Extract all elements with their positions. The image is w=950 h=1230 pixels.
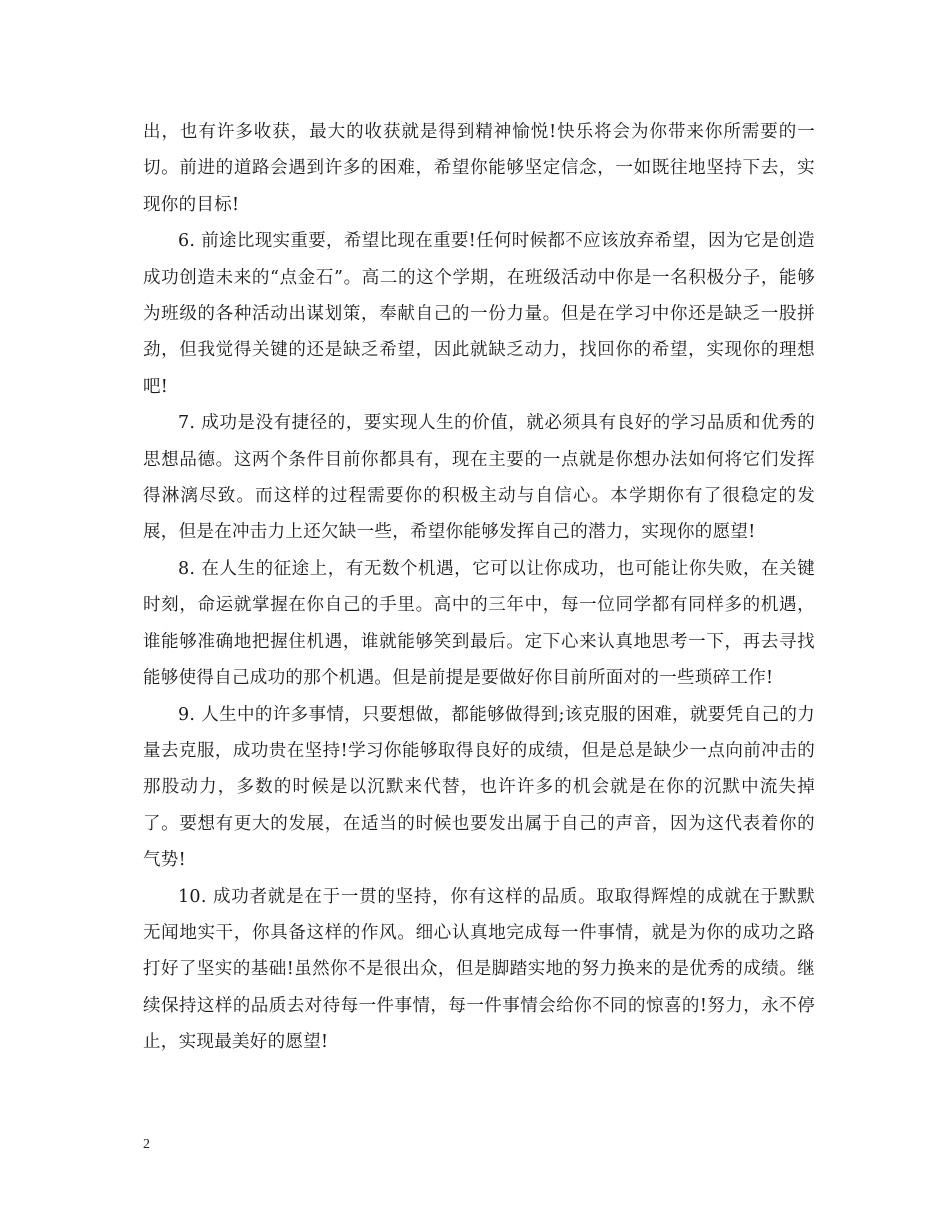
paragraph-item-7: 7. 成功是没有捷径的，要实现人生的价值，就必须具有良好的学习品质和优秀的思想品德。这两个条件目前你都具有，现在主要的一点就是你想办法如何将它们发挥得淋漓尽致。而这样的过程需要你的积极主动与自信心。本学期你有了很稳定的发展，但是在冲击力上还欠缺一些，希望你能够发挥自己的潜力，实现你的愿望!: [143, 413, 815, 543]
document-body: [143, 114, 815, 1061]
paragraph-continued: 出，也有许多收获，最大的收获就是得到精神愉悦!快乐将会为你带来你所需要的一切。前进的道路会遇到许多的困难，希望你能够坚定信念，一如既往地坚持下去，实现你的目标!: [143, 122, 815, 215]
paragraph-item-8: 8. 在人生的征途上，有无数个机遇，它可以让你成功，也可能让你失败，在关键时刻，命运就掌握在你自己的手里。高中的三年中，每一位同学都有同样多的机遇，谁能够准确地把握住机遇，谁就能够笑到最后。定下心来认真地思考一下，再去寻找能够使得自己成功的那个机遇。但是前提是要做好你目前所面对的一些琐碎工作!: [143, 558, 815, 689]
paragraph-item-9: 9. 人生中的许多事情，只要想做，都能够做得到;该克服的困难，就要凭自己的力量去克服，成功贵在坚持!学习你能够取得良好的成绩，但是总是缺少一点向前冲击的那股动力，多数的时候是以沉默来代替，也许许多的机会就是在你的沉默中流失掉了。要想有更大的发展，在适当的时候也要发出属于自己的声音，因为这代表着你的气势!: [143, 704, 815, 871]
page-number: 2: [143, 1137, 150, 1152]
paragraph-item-6: 6. 前途比现实重要，希望比现在重要!任何时候都不应该放弃希望，因为它是创造成功创造未来的“点金石”。高二的这个学期，在班级活动中你是一名积极分子，能够为班级的各种活动出谋划策，奉献自己的一份力量。但是在学习中你还是缺乏一股拼劲，但我觉得关键的还是缺乏希望，因此就缺乏动力，找回你的希望，实现你的理想吧!: [143, 231, 815, 397]
paragraph-item-10: 10. 成功者就是在于一贯的坚持，你有这样的品质。取取得辉煌的成就在于默默无闻地实干，你具备这样的作风。细心认真地完成每一件事情，就是为你的成功之路打好了坚实的基础!虽然你不是很出众，但是脚踏实地的努力换来的是优秀的成绩。继续保持这样的品质去对待每一件事情，每一件事情会给你不同的惊喜的!努力，永不停止，实现最美好的愿望!: [143, 886, 815, 1053]
